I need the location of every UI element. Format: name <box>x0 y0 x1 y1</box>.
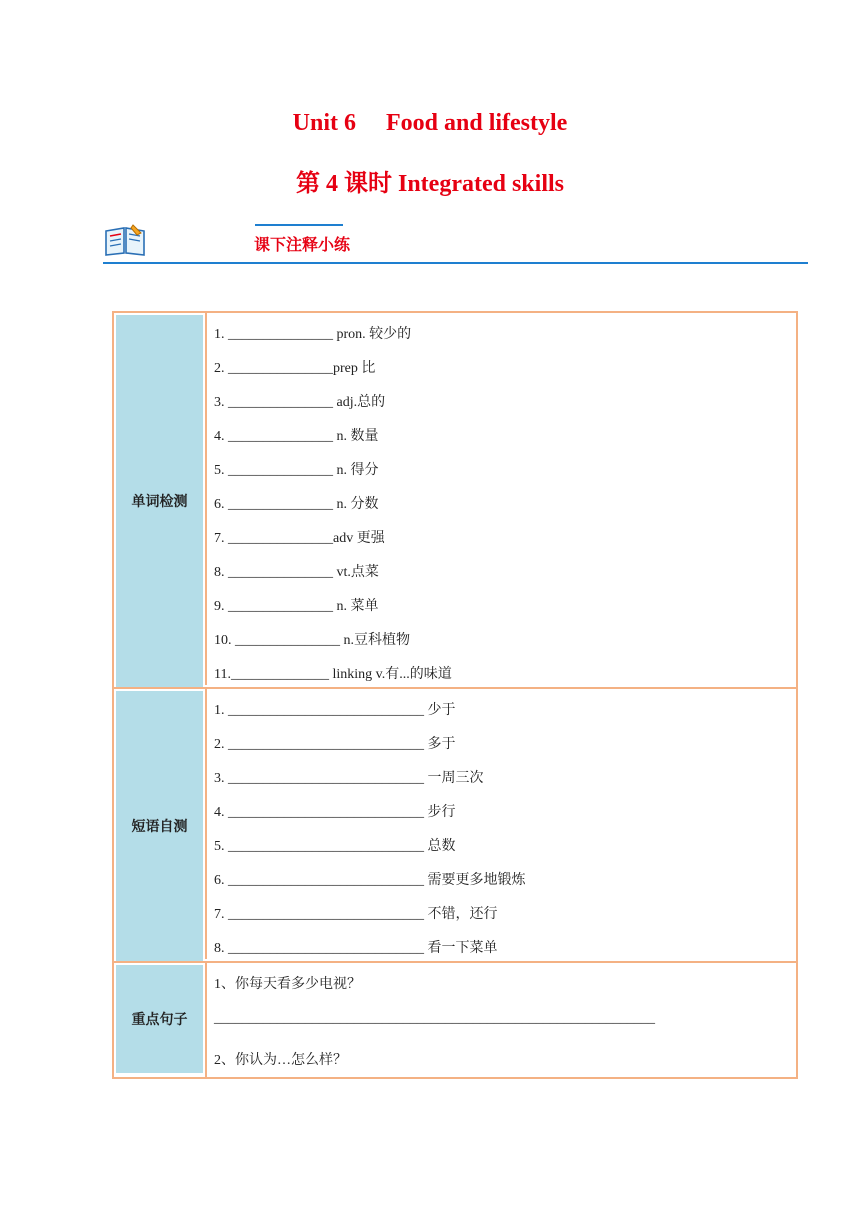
phrase-header: 短语自测 <box>116 691 203 961</box>
phrase-item: 4. ____________________________ 步行 <box>214 805 456 820</box>
phrase-item: 5. ____________________________ 总数 <box>214 839 456 854</box>
vocab-item: 1. _______________ pron. 较少的 <box>214 327 412 342</box>
open-book-icon <box>103 223 147 257</box>
exercise-table <box>112 311 798 1079</box>
vocab-item: 7. _______________adv 更强 <box>214 531 385 546</box>
phrase-item: 8. ____________________________ 看一下菜单 <box>214 941 498 956</box>
vocab-header: 单词检测 <box>116 315 203 687</box>
vocab-item: 8. _______________ vt.点菜 <box>214 565 379 580</box>
vocab-item: 9. _______________ n. 菜单 <box>214 599 379 614</box>
vocab-section <box>114 313 796 689</box>
vocab-item: 2. _______________prep 比 <box>214 361 376 376</box>
vocab-item: 10. _______________ n.豆科植物 <box>214 633 410 648</box>
unit-title: Unit 6 Food and lifestyle <box>292 110 568 136</box>
vocab-item: 3. _______________ adj.总的 <box>214 395 386 410</box>
vocab-item: 5. _______________ n. 得分 <box>214 463 379 478</box>
column-divider <box>205 689 207 959</box>
sentence-item: 2、你认为…怎么样？ <box>214 1053 347 1068</box>
sentence-header: 重点句子 <box>116 965 203 1073</box>
phrase-item: 6. ____________________________ 需要更多地锻炼 <box>214 873 526 888</box>
sentence-item: 1、你每天看多少电视？ <box>214 977 361 992</box>
answer-line: _______________________________________________________________ <box>214 1011 655 1026</box>
vocab-item: 11.______________ linking v.有...的味道 <box>214 667 452 682</box>
vocab-item: 6. _______________ n. 分数 <box>214 497 379 512</box>
banner-rule <box>103 262 808 264</box>
phrase-item: 1. ____________________________ 少于 <box>214 703 456 718</box>
column-divider <box>205 313 207 685</box>
banner-accent-line <box>255 224 343 226</box>
column-divider <box>205 963 207 1077</box>
section-banner <box>103 218 808 268</box>
phrase-item: 7. ____________________________ 不错，还行 <box>214 907 498 922</box>
banner-label: 课下注释小练 <box>254 235 351 254</box>
lesson-title: 第 4 课时 Integrated skills <box>295 171 564 197</box>
vocab-item: 4. _______________ n. 数量 <box>214 429 379 444</box>
phrase-item: 2. ____________________________ 多于 <box>214 737 456 752</box>
phrase-section <box>114 689 796 963</box>
phrase-item: 3. ____________________________ 一周三次 <box>214 771 484 786</box>
sentence-section <box>114 963 796 1077</box>
